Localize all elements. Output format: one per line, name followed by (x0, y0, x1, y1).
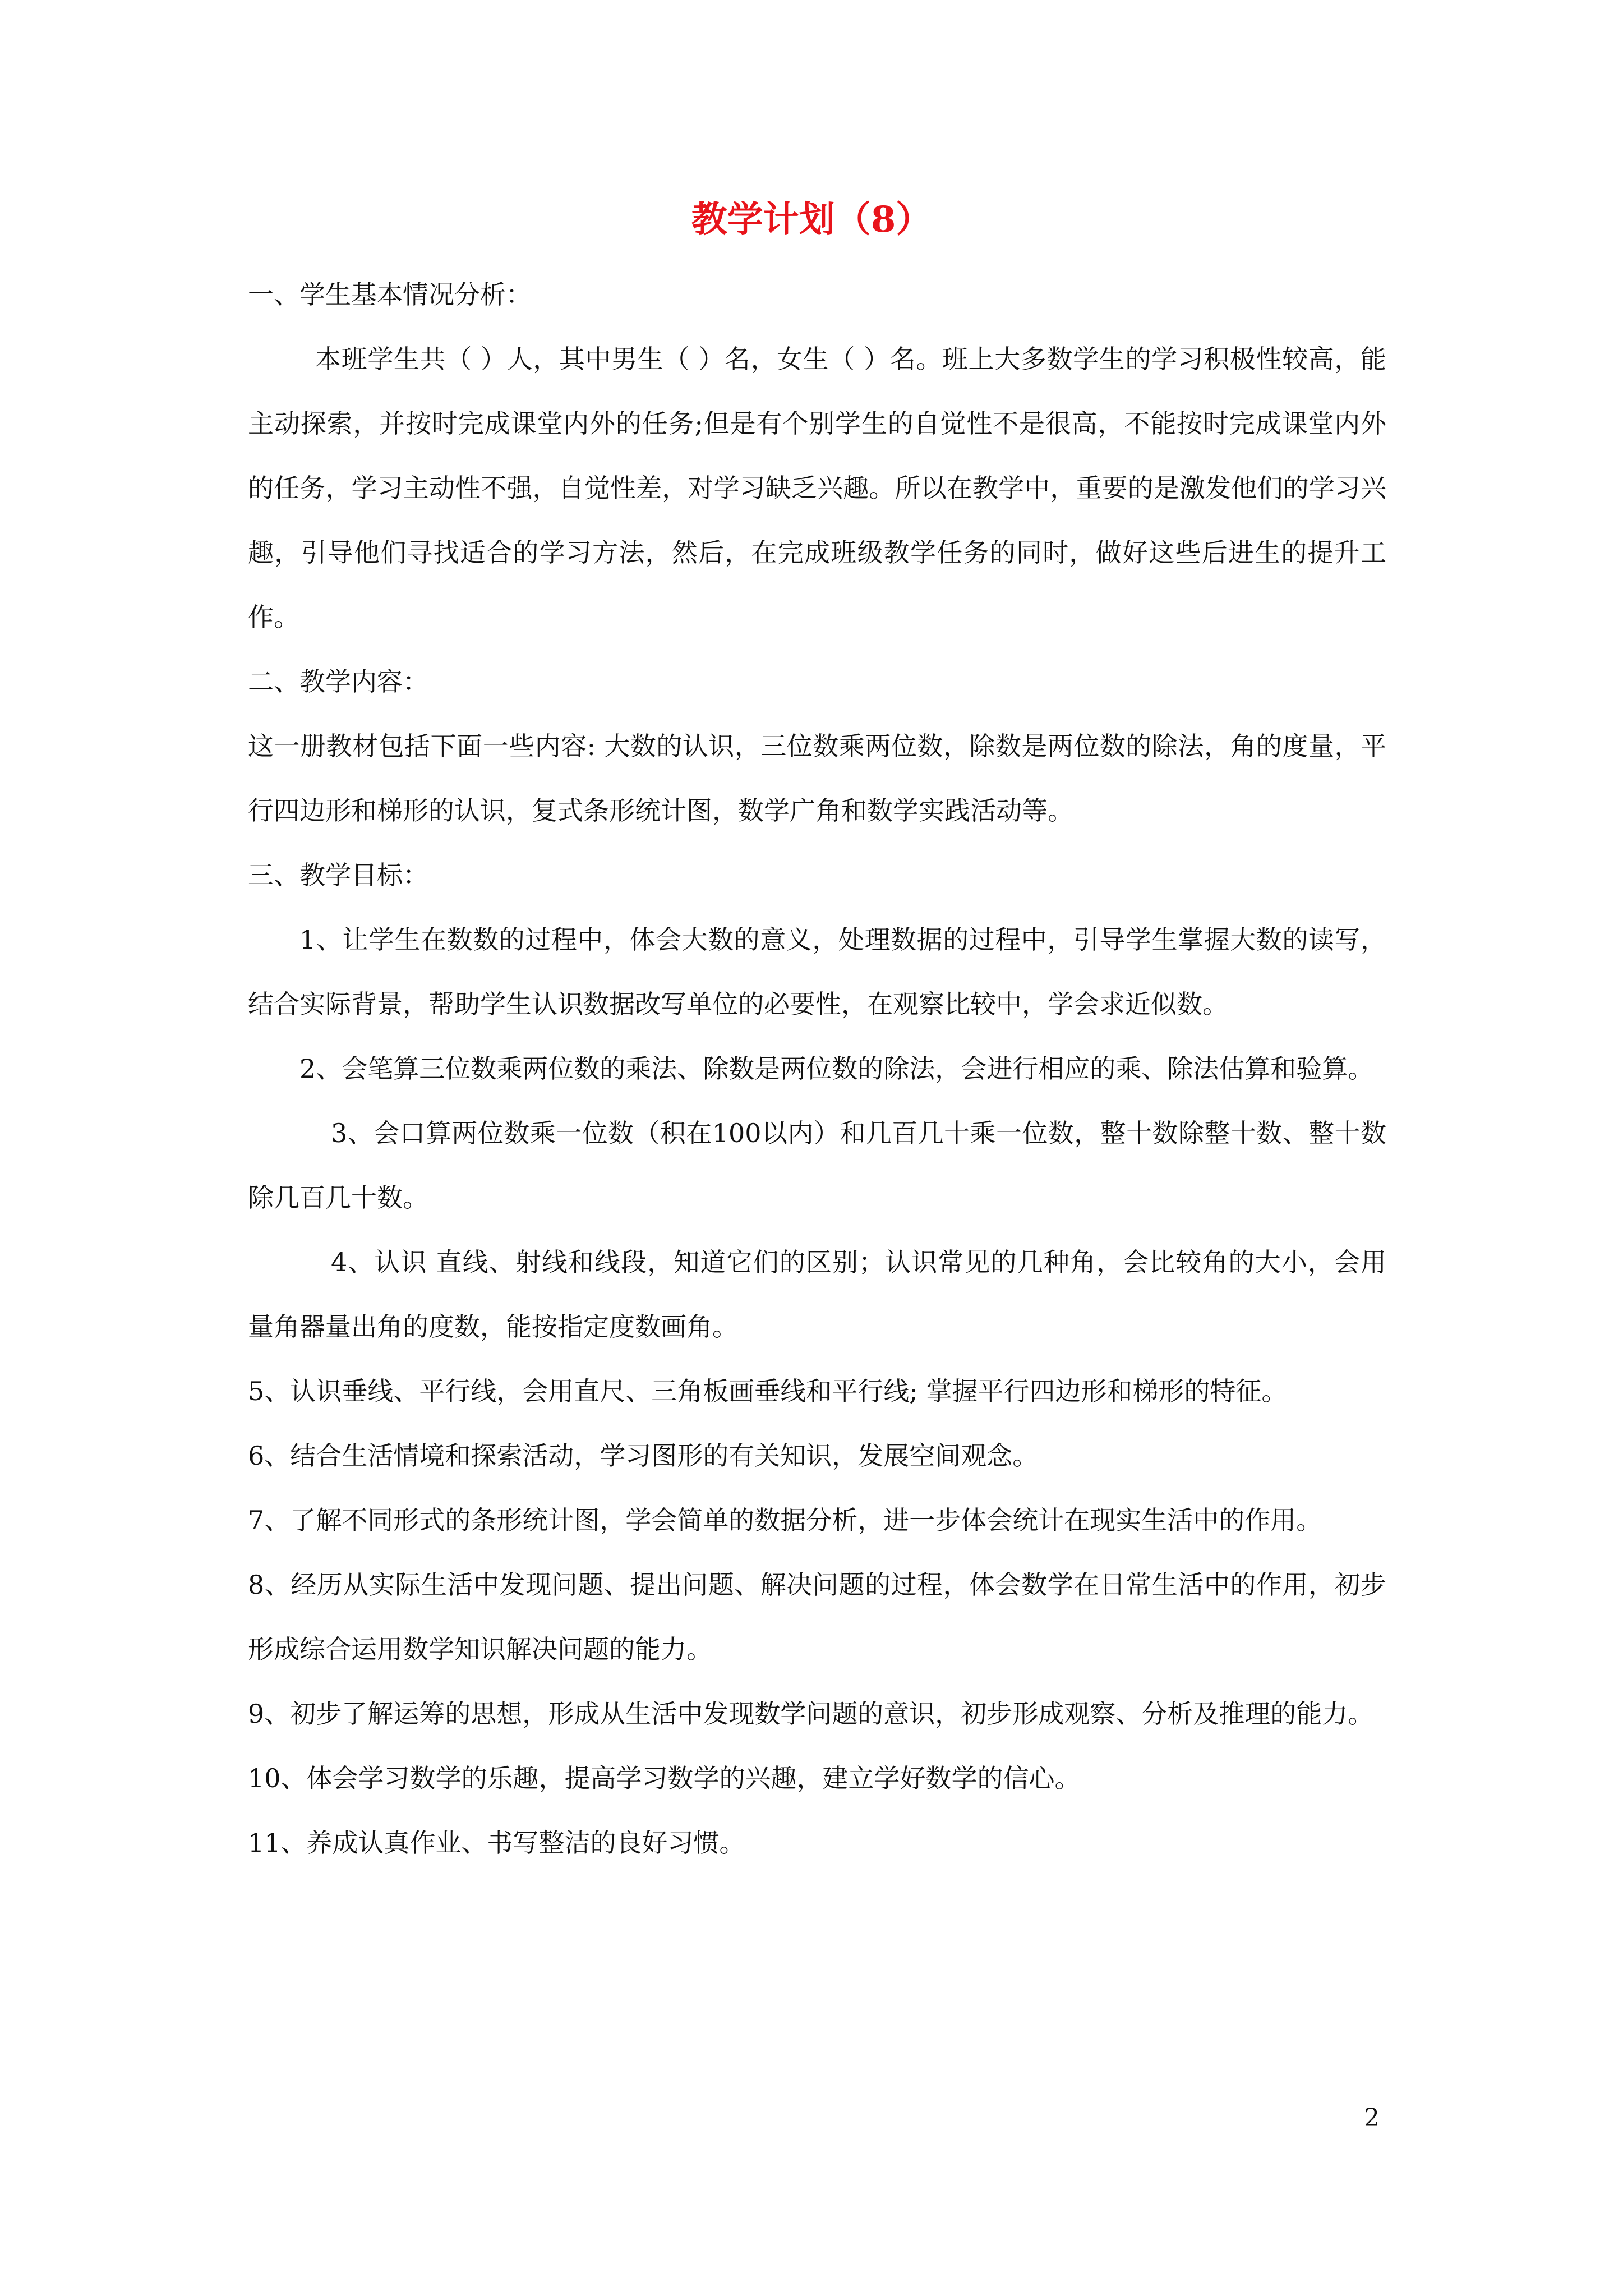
section-heading-teaching-goals: 三、教学目标： (248, 860, 428, 890)
goal-item-3: 3、会口算两位数乘一位数（积在100以内）和几百几十乘一位数，整十数除整十数、整十数除几百几十数。 (248, 1118, 1386, 1213)
goal-item-6: 6、结合生活情境和探索活动，学习图形的有关知识，发展空间观念。 (248, 1441, 1039, 1471)
goal-item-4: 4、认识 直线、射线和线段，知道它们的区别；认识常见的几种角，会比较角的大小，会用量角器量出角的度数，能按指定度数画角。 (248, 1247, 1386, 1342)
goal-item-1: 1、让学生在数数的过程中，体会大数的意义，处理数据的过程中，引导学生掌握大数的读写，结合实际背景，帮助学生认识数据改写单位的必要性，在观察比较中，学会求近似数。 (248, 924, 1386, 1019)
goal-item-2: 2、会笔算三位数乘两位数的乘法、除数是两位数的除法，会进行相应的乘、除法估算和验算。 (299, 1053, 1374, 1084)
section-heading-student-analysis: 一、学生基本情况分析： (248, 279, 532, 310)
goal-item-10: 10、体会学习数学的乐趣，提高学习数学的兴趣，建立学好数学的信心。 (248, 1763, 1081, 1793)
goal-item-11: 11、养成认真作业、书写整洁的良好习惯。 (248, 1828, 745, 1858)
section-heading-teaching-content: 二、教学内容： (248, 666, 428, 697)
teaching-content-paragraph: 这一册教材包括下面一些内容: 大数的认识，三位数乘两位数，除数是两位数的除法，角的度量，平行四边形和梯形的认识，复式条形统计图，数学广角和数学实践活动等。 (248, 731, 1386, 826)
goal-item-8: 8、经历从实际生活中发现问题、提出问题、解决问题的过程，体会数学在日常生活中的作用，初步形成综合运用数学知识解决问题的能力。 (248, 1570, 1386, 1664)
document-title: 教学计划（8） (691, 199, 932, 241)
goal-item-5: 5、认识垂线、平行线，会用直尺、三角板画垂线和平行线; 掌握平行四边形和梯形的特征。 (248, 1376, 1288, 1406)
document-body (248, 263, 1386, 1875)
student-analysis-paragraph: 本班学生共（ ）人，其中男生（ ）名，女生（ ）名。班上大多数学生的学习积极性较高，能主动探索，并按时完成课堂内外的任务;但是有个别学生的自觉性不是很高，不能按时完成课堂内外的任务，学习主动性不强，自觉性差，对学习缺乏兴趣。所以在教学中，重要的是激发他们的学习兴趣，引导他们寻找适合的学习方法，然后，在完成班级教学任务的同时，做好这些后进生的提升工作。 (248, 344, 1386, 632)
page-number: 2 (1364, 2104, 1380, 2132)
goal-item-7: 7、了解不同形式的条形统计图，学会简单的数据分析，进一步体会统计在现实生活中的作用。 (248, 1505, 1322, 1535)
goal-item-9: 9、初步了解运筹的思想，形成从生活中发现数学问题的意识，初步形成观察、分析及推理的能力。 (248, 1699, 1374, 1729)
